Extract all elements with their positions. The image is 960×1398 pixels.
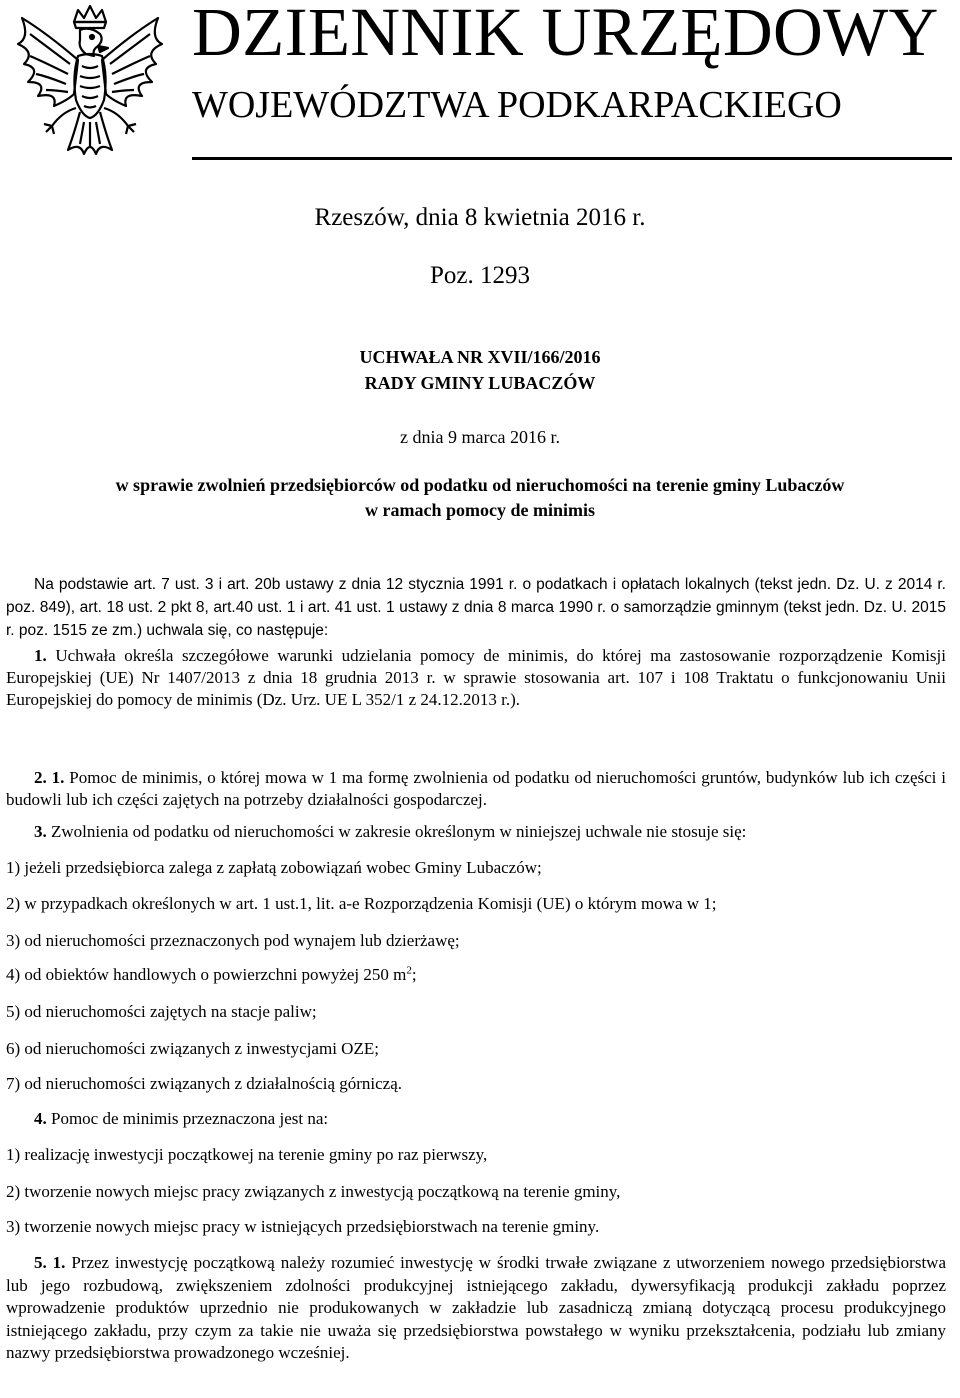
resolution-number: UCHWAŁA NR XVII/166/2016 (359, 347, 601, 367)
polish-eagle-emblem-icon (8, 4, 172, 164)
resolution-subject-line2: w ramach pomocy de minimis (365, 500, 595, 520)
par3-item-4-text: 4) od obiektów handlowych o powierzchni powyżej 250 m (6, 965, 407, 984)
paragraph-3-text: Zwolnienia od podatku od nieruchomości w zakresie określonym w niniejszej uchwale nie stosuje się: (46, 822, 747, 841)
paragraph-1-number: 1. (34, 646, 47, 665)
paragraph-3-number: 3. (34, 822, 47, 841)
par3-item-6: 6) od nieruchomości związanych z inwestycjami OZE; (6, 1039, 379, 1058)
preamble (6, 573, 946, 642)
par3-item-4 (6, 964, 946, 986)
position-number: Poz. 1293 (430, 262, 530, 289)
paragraph-2 (6, 767, 946, 811)
preamble-part1: Na podstawie art. 7 ust. 3 i art. 20b ustawy z dnia 12 stycznia 1991 r. (34, 576, 523, 593)
paragraph-2-text: Pomoc de minimis, o której mowa w 1 ma formę zwolnienia od podatku od nieruchomości gruntów, budynków lub ich części i budowli lub ich części zajętych na potrzeby działalności gospodarczej. (6, 768, 947, 809)
paragraph-5-number: 5. 1. (34, 1253, 66, 1272)
par3-item-2: 2) w przypadkach określonych w art. 1 ust.1, lit. a-e Rozporządzenia Komisji (UE) o którym mowa w 1; (6, 894, 717, 913)
paragraph-3 (6, 821, 946, 843)
paragraph-4-number: 4. (34, 1109, 47, 1128)
paragraph-1-text: Uchwała określa szczegółowe warunki udzielania pomocy de minimis, do której ma zastosowanie rozporządzenie Komisji Europejskiej (UE) Nr 1407/2013 z dnia 18 grudnia 2013 r. w sprawie stosowania art. 107 i 108 Traktatu o funkcjonowaniu Unii Europejskiej do pomocy de minimis (Dz. Urz. UE L 352/1 z 24.12.2013 r.). (6, 646, 946, 709)
preamble-part2: o podatkach i opłatach lokalnych (tekst jedn. Dz. U. z 2014 r. poz. 849), art. 18 ust. 2 pkt 8, art.40 ust. 1 i art. 41 ust. 1 ustawy z dnia 8 marca 1990 r. o samorządzie gminnym (tekst jedn. Dz. U. 2015 r. poz. 1515 ze zm.) uchwala się, co następuje: (6, 576, 946, 639)
resolution-subject-line1: w sprawie zwolnień przedsiębiorców od podatku od nieruchomości na terenie gminy Lubaczów (115, 475, 845, 495)
journal-subtitle: WOJEWÓDZTWA PODKARPACKIEGO (192, 84, 842, 126)
place-date: Rzeszów, dnia 8 kwietnia 2016 r. (314, 204, 646, 231)
resolution-body: RADY GMINY LUBACZÓW (364, 373, 596, 393)
journal-title: DZIENNIK URZĘDOWY (192, 0, 939, 70)
paragraph-4 (6, 1108, 946, 1130)
par3-item-7: 7) od nieruchomości związanych z działalnością górniczą. (6, 1074, 403, 1093)
par4-item-3: 3) tworzenie nowych miejsc pracy w istniejących przedsiębiorstwach na terenie gminy. (6, 1217, 600, 1236)
resolution-date: z dnia 9 marca 2016 r. (400, 427, 560, 447)
par3-item-5: 5) od nieruchomości zajętych na stacje paliw; (6, 1002, 317, 1021)
header-rule (192, 157, 952, 160)
paragraph-5-text: Przez inwestycję początkową należy rozumieć inwestycję w środki trwałe związane z utworzeniem nowego przedsiębiorstwa lub jego rozbudową, zwiększeniem zdolności produkcyjnej istniejącego zakładu, dywersyfikacją produkcji zakładu poprzez wprowadzenie produktów uprzednio nie produkowanych w zakładzie lub zasadniczą zmianą dotyczącą procesu produkcyjnego istniejącego zakładu, przy czym za takie nie uważa się przedsiębiorstwa powstałego w wyniku przekształcenia, podziału lub zmiany nazwy przedsiębiorstwa prowadzonego wcześniej. (6, 1253, 946, 1362)
par3-item-4-end: ; (411, 965, 417, 984)
paragraph-4-text: Pomoc de minimis przeznaczona jest na: (46, 1109, 329, 1128)
par4-item-1: 1) realizację inwestycji początkowej na terenie gminy po raz pierwszy, (6, 1145, 488, 1164)
paragraph-1 (6, 645, 946, 711)
par3-item-3: 3) od nieruchomości przeznaczonych pod wynajem lub dzierżawę; (6, 931, 460, 950)
paragraph-2-number: 2. 1. (34, 768, 65, 787)
paragraph-5 (6, 1252, 946, 1365)
par4-item-2: 2) tworzenie nowych miejsc pracy związanych z inwestycją początkową na terenie gminy, (6, 1182, 621, 1201)
par3-item-4-superscript: 2 (406, 964, 412, 977)
par3-item-1: 1) jeżeli przedsiębiorca zalega z zapłatą zobowiązań wobec Gminy Lubaczów; (6, 858, 542, 877)
